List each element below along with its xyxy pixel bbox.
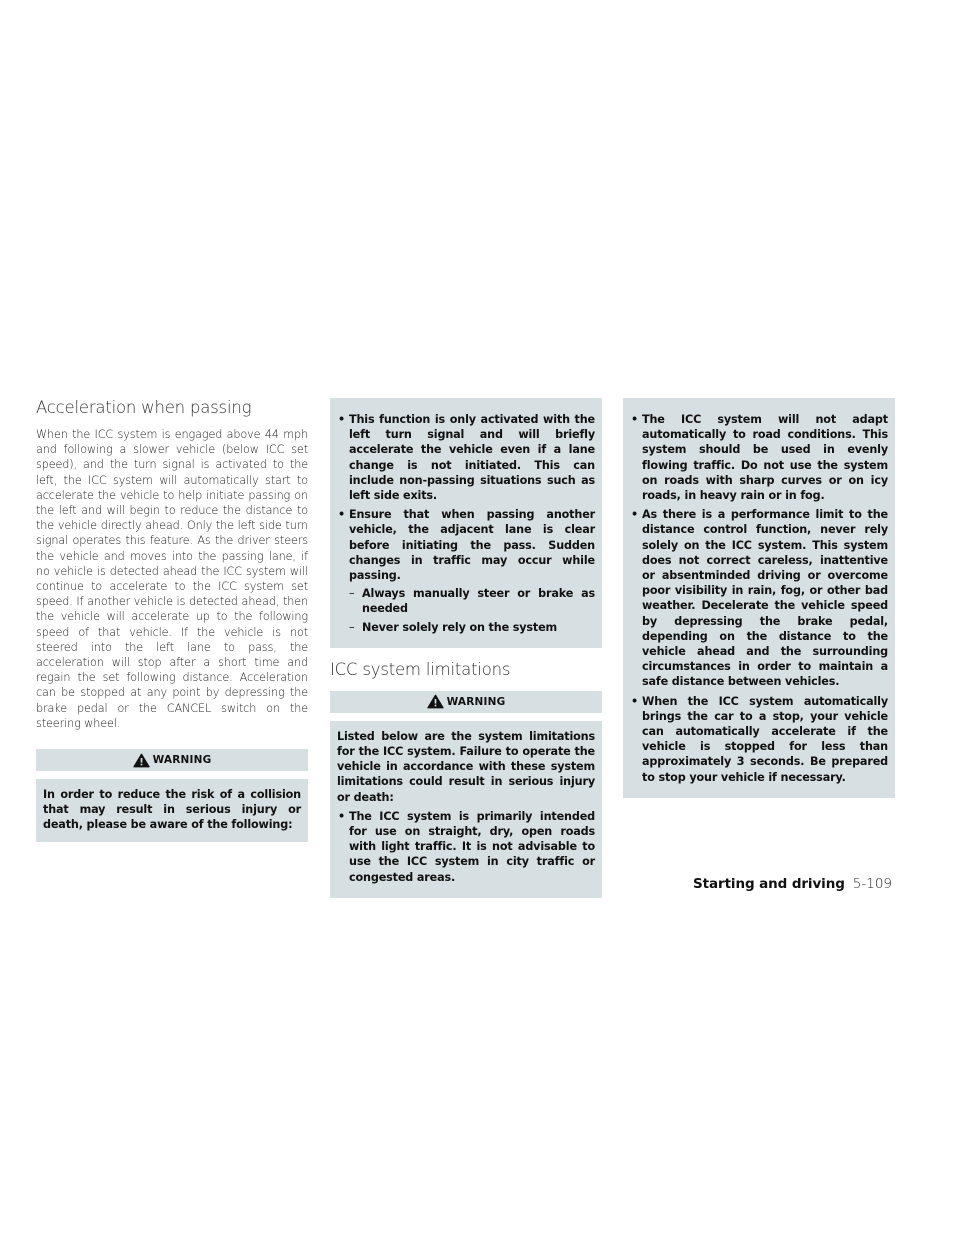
warning-text: Listed below are the system limitations for the ICC system. Failure to operate the vehicle in accordance with these system limitations could result in serious injury or death:	[337, 729, 595, 804]
warning-text: In order to reduce the risk of a collision that may result in serious injury or death, please be aware of the following:	[43, 788, 301, 832]
footer-section-title: Starting and driving	[693, 876, 845, 892]
warning-header	[36, 749, 308, 771]
warning-label: WARNING	[152, 754, 212, 767]
warning-box	[330, 721, 602, 898]
bullet-list	[337, 412, 595, 635]
sub-bullet-list	[349, 586, 595, 635]
list-item: • When the ICC system automatically brings the car to a stop, your vehicle can automatically accelerate if the vehicle is stopped for less than approximately 3 seconds. Be prepared to stop your vehicle if necessary.	[631, 694, 888, 784]
sub-list-item: – Never solely rely on the system	[349, 620, 558, 634]
warning-box-continued	[330, 398, 602, 648]
list-item: • As there is a performance limit to the distance control function, never rely solely on the ICC system. This system does not correct careless, inattentive or absentminded driving or overcome poor visibility in rain, fog, or other bad weather. Decelerate the vehicle speed by depressing the brake pedal, depending on the distance to the vehicle ahead and the surrounding circumstances in order to maintain a safe distance between vehicles.	[631, 508, 888, 689]
sub-list-item: – Always manually steer or brake as needed	[349, 587, 595, 616]
warning-label: WARNING	[446, 695, 506, 708]
page-footer	[693, 876, 892, 892]
list-item: • The ICC system will not adapt automatically to road conditions. This system should be used in evenly flowing traffic. Do not use the system on roads with sharp curves or on icy roads, in heavy rain or in fog.	[631, 413, 888, 503]
warning-header	[330, 691, 602, 713]
section-heading-limitations: ICC system limitations	[330, 659, 511, 679]
bullet-list	[630, 412, 888, 785]
list-item: • This function is only activated with the left turn signal and will briefly accelerate the vehicle even if a lane change is not initiated. This can include non-passing situations such as left side exits.	[338, 413, 595, 503]
warning-box	[36, 779, 308, 842]
body-paragraph: When the ICC system is engaged above 44 mph and following a slower vehicle (below ICC set speed), and the turn signal is activated to the left, the ICC system will automatically start to accelerate the vehicle to help initiate passing on the left and will begin to reduce the distance to the vehicle directly ahead. Only the left side turn signal operates this feature. As the driver steers the vehicle and moves into the passing lane, if no vehicle is detected ahead the ICC system will continue to accelerate to the ICC system set speed. If another vehicle is detected ahead, then the vehicle will accelerate up to the following speed of that vehicle. If the vehicle is not steered into the left lane to pass, the acceleration will stop after a short time and regain the set following distance. Acceleration can be stopped at any point by depressing the brake pedal or the CANCEL switch on the steering wheel.	[36, 428, 308, 730]
warning-box-continued	[623, 398, 895, 798]
warning-triangle-icon	[133, 753, 150, 768]
list-item: • Ensure that when passing another vehicle, the adjacent lane is clear before initiating the pass. Sudden changes in traffic may occur while passing. – Always manually steer or brake as needed – Never solely rely on the system	[338, 508, 595, 634]
page-number: 5-109	[852, 876, 892, 892]
list-item: • The ICC system is primarily intended for use on straight, dry, open roads with light traffic. It is not advisable to use the ICC system in city traffic or congested areas.	[338, 809, 595, 884]
warning-triangle-icon	[427, 694, 444, 709]
bullet-list	[337, 809, 595, 885]
column-2	[330, 398, 602, 898]
column-3	[623, 398, 895, 798]
column-1	[36, 398, 308, 842]
section-heading-acceleration: Acceleration when passing	[36, 398, 252, 417]
